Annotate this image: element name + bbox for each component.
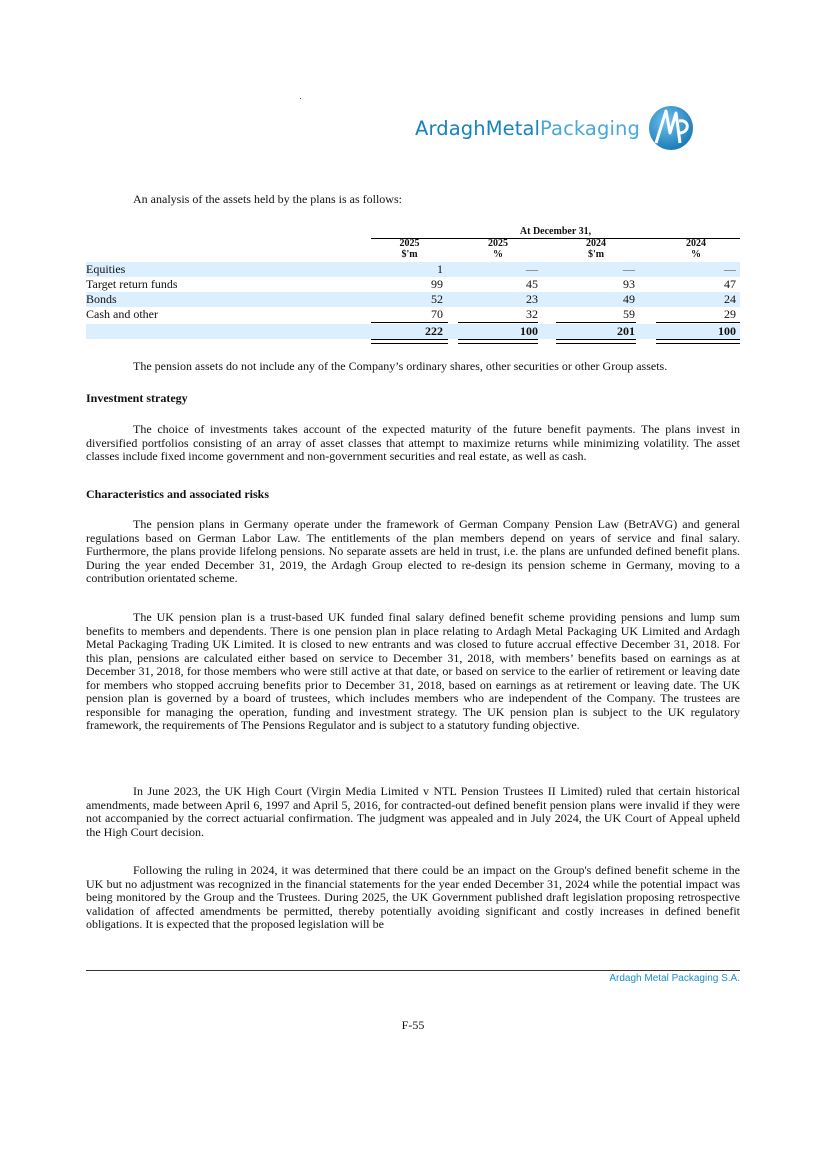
page-number: F-55 — [401, 1018, 425, 1032]
total-double-rule — [556, 339, 636, 344]
paragraph-uk-plan: The UK pension plan is a trust-based UK funded final salary defined benefit scheme providing pensions and lump sum benefits to members and dependents. There is one pension plan in place relating to Ardagh Metal Packaging UK Limited and Ardagh Metal Packaging Trading UK Limited. It is closed to new entrants and was closed to future accrual effective December 31, 2018. For this plan, pensions are calculated either based on service to December 31, 2018, with members’ benefits based on earnings as at December 31, 2018, for those members who were still active at that date, or based on service to the earlier of retirement or leaving date for members who stopped accruing benefits prior to December 31, 2018, based on earnings as at retirement or leaving date. The UK pension plan is governed by a board of trustees, which includes members who are independent of the Company. The trustees are responsible for managing the operation, funding and investment strategy. The UK pension plan is subject to the UK regulatory framework, the requirements of The Pensions Regulator and is subject to a statutory funding objective. — [86, 610, 740, 732]
table-intro: An analysis of the assets held by the plans is as follows: — [133, 192, 402, 206]
total-double-rule — [656, 339, 740, 344]
table-row-cash: Cash and other 70 32 59 29 — [86, 307, 736, 321]
paragraph-following-ruling: Following the ruling in 2024, it was determined that there could be an impact on the Group's defined benefit scheme in the UK but no adjustment was recognized in the financial statements for the year ended December 31, 2024 while the potential impact was being monitored by the Group and the Trustees. During 2025, the UK Government published draft legislation proposing retrospective validation of affected amendments be permitted, thereby potentially avoiding significant and costly increases in defined benefit obligations. It is expected that the proposed legislation will be — [86, 863, 740, 931]
table-row-target-return: Target return funds 99 45 93 47 — [86, 277, 736, 291]
col-header-1: 2025 $'m — [399, 238, 420, 260]
subtotal-rule — [458, 322, 538, 323]
section-heading-investment-strategy: Investment strategy — [86, 391, 188, 405]
subtotal-rule — [656, 322, 740, 323]
col-header-3: 2024 $'m — [586, 238, 606, 260]
logo-wordmark: ArdaghMetalPackaging — [415, 116, 640, 140]
col-header-4: 2024 % — [686, 238, 706, 260]
table-row-equities: Equities 1 — — — — [86, 262, 740, 277]
paragraph-germany: The pension plans in Germany operate under the framework of German Company Pension Law (BetrAVG) and general regulations based on German Labor Law. The entitlements of the plan members depend on years of service and final salary. Furthermore, the plans provide lifelong pensions. No separate assets are held in trust, i.e. the plans are unfunded defined benefit plans. During the year ended December 31, 2019, the Ardagh Group elected to re-design its pension scheme in Germany, moving to a contribution orientated scheme. — [86, 517, 740, 585]
total-double-rule — [458, 339, 538, 344]
subtotal-rule — [371, 322, 448, 323]
company-logo — [415, 103, 696, 153]
amp-logo-icon — [646, 103, 696, 153]
total-double-rule — [371, 339, 448, 344]
section-heading-characteristics: Characteristics and associated risks — [86, 487, 269, 501]
paragraph-investment-strategy: The choice of investments takes account of the expected maturity of the future benefit payments. The plans invest in diversified portfolios consisting of an array of asset classes that attempt to maximize returns while minimizing volatility. The asset classes include fixed income government and non-government securities and real estate, as well as cash. — [86, 422, 740, 463]
page-mark — [300, 98, 301, 99]
table-row-total: 222 100 201 100 — [86, 324, 740, 339]
table-row-bonds: Bonds 52 23 49 24 — [86, 292, 740, 307]
footer-rule — [86, 970, 740, 971]
col-header-2: 2025 % — [488, 238, 508, 260]
subtotal-rule — [556, 322, 636, 323]
paragraph-high-court: In June 2023, the UK High Court (Virgin Media Limited v NTL Pension Trustees II Limited) ruled that certain historical amendments, made between April 6, 1997 and April 5, 2016, for contracted-out defined benefit pension plans were invalid if they were not accompanied by the correct actuarial confirmation. The judgment was appealed and in July 2024, the UK Court of Appeal upheld the High Court decision. — [86, 784, 740, 839]
assets-note: The pension assets do not include any of the Company’s ordinary shares, other securities or other Group assets. — [133, 359, 668, 373]
footer-company-name: Ardagh Metal Packaging S.A. — [609, 973, 740, 984]
table-period-header: At December 31, — [371, 226, 740, 239]
